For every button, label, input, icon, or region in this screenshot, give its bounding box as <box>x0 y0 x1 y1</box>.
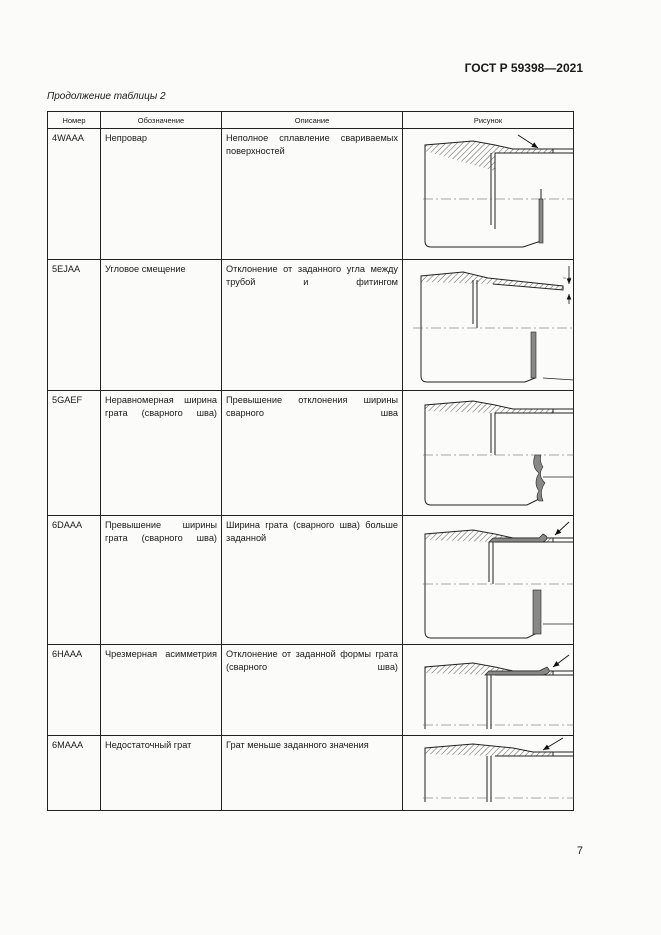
row-name: Чрезмерная асимметрия <box>101 645 222 736</box>
defect-figure-uneven-bead-width <box>403 391 574 516</box>
table-row <box>48 260 574 391</box>
row-description: Неполное сплавление свариваемых поверхностей <box>222 129 403 260</box>
table-row <box>48 645 574 736</box>
row-description: Ширина грата (сварного шва) больше заданной <box>222 516 403 645</box>
defect-figure-angular-misalignment <box>403 260 574 391</box>
row-code: 6MAAA <box>48 736 101 811</box>
table-row <box>48 391 574 516</box>
defect-figure-excess-bead-width <box>403 516 574 645</box>
defect-figure-excessive-asymmetry <box>403 645 574 736</box>
row-description: Превышение отклонения ширины сварного шва <box>222 391 403 516</box>
table-row <box>48 516 574 645</box>
row-description: Отклонение от заданного угла между трубой и фитингом <box>222 260 403 391</box>
row-code: 4WAAA <box>48 129 101 260</box>
row-name: Неравномерная ширина грата (сварного шва) <box>101 391 222 516</box>
row-description: Грат меньше заданного значения <box>222 736 403 811</box>
column-header-number: Номер <box>48 112 101 129</box>
row-code: 6HAAA <box>48 645 101 736</box>
column-header-description: Описание <box>222 112 403 129</box>
table-row <box>48 736 574 811</box>
column-header-designation: Обозначение <box>101 112 222 129</box>
row-name: Непровар <box>101 129 222 260</box>
row-name: Превышение ширины грата (сварного шва) <box>101 516 222 645</box>
column-header-figure: Рисунок <box>403 112 574 129</box>
page-number: 7 <box>576 845 583 857</box>
row-code: 5GAEF <box>48 391 101 516</box>
row-code: 5EJAA <box>48 260 101 391</box>
row-name: Недостаточный грат <box>101 736 222 811</box>
defects-table <box>47 111 574 811</box>
defect-figure-lack-of-fusion <box>403 129 574 260</box>
table-row <box>48 129 574 260</box>
defect-figure-insufficient-bead <box>403 736 574 811</box>
row-name: Угловое смещение <box>101 260 222 391</box>
table-header-row <box>48 112 574 129</box>
standard-number: ГОСТ Р 59398—2021 <box>464 61 583 75</box>
row-code: 6DAAA <box>48 516 101 645</box>
row-description: Отклонение от заданной формы грата (сварного шва) <box>222 645 403 736</box>
table-caption: Продолжение таблицы 2 <box>47 91 166 102</box>
